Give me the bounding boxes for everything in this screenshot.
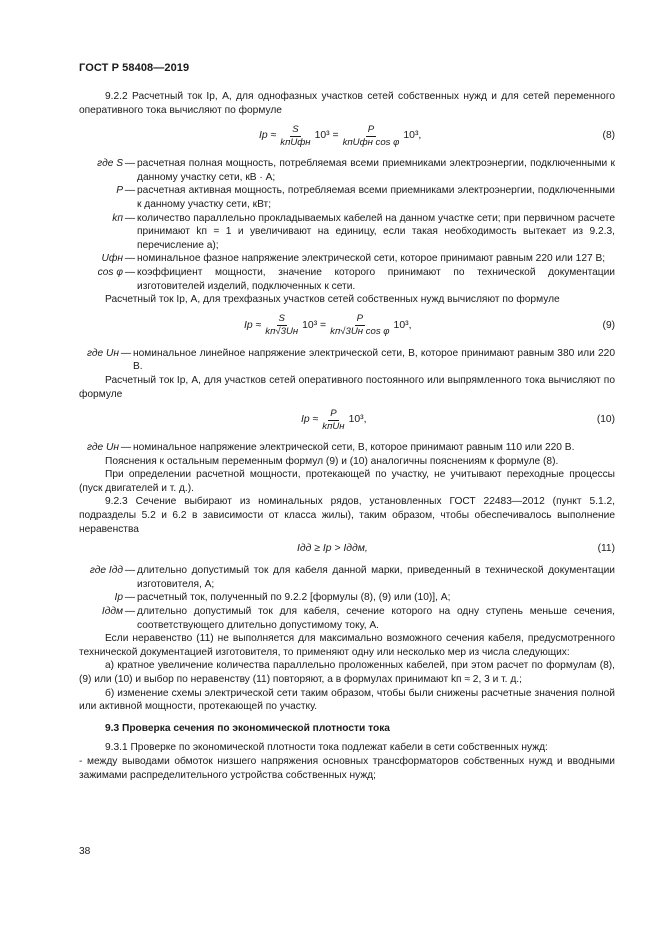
definition-term: P — [116, 185, 123, 197]
definition-item: Iр — расчетный ток, полученный по 9.2.2 [формулы (8), (9) или (10)], А; — [79, 591, 615, 605]
definition-term: где Uн — [87, 347, 119, 359]
formula-number: (8) — [602, 130, 615, 142]
definition-term: Iр — [114, 592, 123, 604]
paragraph: 9.2.2 Расчетный ток Iр, А, для однофазных участков сетей собственных нужд и для сетей переменного оперативного тока вычисляют по формуле — [79, 91, 615, 116]
denominator: kпUн — [322, 420, 345, 432]
definition-text: расчетная полная мощность, потребляемая всеми приемниками электроэнергии, подключенными к данному участку сети, кВ · А; — [137, 158, 615, 183]
formula-part: 10³, — [393, 319, 412, 331]
definition-text: длительно допустимый ток для кабеля данной марки, приведенный в технической документации изготовителя, А; — [137, 565, 615, 590]
formula-9 — [79, 309, 615, 343]
definition-9: где Uн — номинальное линейное напряжение электрической сети, В, которое принимают равным 380 или 220 В. — [79, 347, 615, 374]
definition-item: Iддм — длительно допустимый ток для кабеля, сечение которого на одну ступень меньше сечения, соответствующего длительно допустимому току, А. — [79, 605, 615, 632]
definition-term: где Iдд — [89, 565, 123, 577]
definition-item: где Iдд — длительно допустимый ток для кабеля данной марки, приведенный в технической документации изготовителя, А; — [79, 564, 615, 591]
numerator: P — [367, 123, 375, 135]
definition-term: Uфн — [101, 253, 123, 265]
formula-number: (11) — [597, 543, 615, 555]
numerator: S — [292, 123, 299, 135]
definition-item: P — расчетная активная мощность, потребляемая всеми приемниками электроэнергии, подключенными к данному участку сети, кВт; — [79, 184, 615, 211]
paragraph: 9.3.1 Проверке по экономической плотности тока подлежат кабели в сети собственных нужд: — [105, 742, 548, 754]
paragraph: а) кратное увеличение количества параллельно проложенных кабелей, при этом расчет по формулам (8), (9) или (10) и выбор по неравенству (11) повторяют, а в формулах принимают kп ≈ 2, 3 и т. д.; — [79, 660, 615, 685]
formula-11 — [79, 538, 615, 560]
definition-text: количество параллельно прокладываемых кабелей на данном участке сети; при первичном расчете принимают kп = 1 и увеличивают на единицу, если такая необходимость вытекает из 9.2.3, перечисление а); — [137, 212, 615, 251]
formula-part: 10³ = — [314, 130, 339, 142]
definition-term: Iддм — [101, 606, 123, 618]
formula-part: 10³, — [403, 130, 422, 142]
paragraph: Расчетный ток Iр, А, для трехфазных участков сетей собственных нужд вычисляют по формуле — [105, 294, 560, 306]
definition-term: где Uн — [87, 442, 119, 454]
numerator: P — [356, 313, 364, 325]
paragraph: Если неравенство (11) не выполняется для максимально возможного сечения кабеля, предусмотренного технической документацией изготовителя, то применяют одну или несколько мер из числа следующих: — [79, 633, 615, 658]
definition-10: где Uн — номинальное напряжение электрической сети, В, которое принимают равным 110 или 220 В. — [79, 441, 615, 455]
paragraph: - между выводами обмоток низшего напряжения основных трансформаторов собственных нужд и вводными зажимами распределительного устройства собственных нужд; — [79, 755, 615, 781]
definition-text: номинальное напряжение электрической сети, В, которое принимают равным 110 или 220 В. — [133, 442, 575, 454]
definition-text: длительно допустимый ток для кабеля, сечение которого на одну ступень меньше сечения, соответствующего длительно допустимому току, А. — [137, 606, 615, 631]
formula-10 — [79, 403, 615, 437]
definition-text: расчетный ток, полученный по 9.2.2 [формулы (8), (9) или (10)], А; — [137, 592, 451, 604]
denominator: kп√3Uн — [265, 326, 299, 338]
definition-item: где S — расчетная полная мощность, потребляемая всеми приемниками электроэнергии, подключенными к данному участку сети, кВ · А; — [79, 157, 615, 184]
paragraph: 9.2.3 Сечение выбирают из номинальных рядов, установленных ГОСТ 22483—2012 (пункт 5.1.2, подразделы 5.2 и 6.2 в зависимости от класса жилы), таким образом, чтобы обеспечивалось выполнение неравенства — [79, 496, 615, 535]
formula-expression: Iдд ≥ Iр > Iддм, — [297, 543, 368, 555]
definition-text: номинальное фазное напряжение электрической сети, которое принимают равным 220 или 127 В; — [137, 253, 606, 265]
definition-item: kп — количество параллельно прокладываемых кабелей на данном участке сети; при первичном расчете принимают kп = 1 и увеличивают на единицу, если такая необходимость вытекает из 9.2.3, перечисление а); — [79, 212, 615, 253]
formula-8 — [79, 119, 615, 153]
paragraph: Пояснения к остальным переменным формул (9) и (10) аналогичны пояснениям к формуле (8). — [105, 455, 559, 467]
paragraph: б) изменение схемы электрической сети таким образом, чтобы были снижены расчетные значения полной или активной мощности, протекающей по участку. — [79, 687, 615, 713]
formula-part: 10³, — [348, 414, 367, 426]
paragraph: При определении расчетной мощности, протекающей по участку, не учитывают переходные процессы (пуск двигателей и т. д.). — [79, 469, 615, 494]
document-header: ГОСТ Р 58408—2019 — [79, 62, 190, 74]
page-number: 38 — [79, 846, 91, 857]
definition-text: коэффициент мощности, значение которого принимают по технической документации изготовителей изделий, подключенных к сети. — [137, 266, 615, 292]
definition-item: Uфн — номинальное фазное напряжение электрической сети, которое принимают равным 220 или 127 В; — [79, 252, 615, 266]
denominator: kп√3Uн cos φ — [330, 326, 390, 338]
document-body — [79, 90, 615, 782]
denominator: kпUфн — [280, 136, 311, 148]
formula-number: (10) — [596, 414, 615, 426]
definition-term: где S — [97, 158, 123, 170]
formula-part: 10³ = — [302, 319, 327, 331]
formula-lhs: Iр ≈ — [259, 130, 277, 142]
numerator: S — [278, 313, 285, 325]
denominator: kпUфн cos φ — [342, 136, 400, 148]
definition-term: cos φ — [97, 266, 123, 278]
definition-item: cos φ — коэффициент мощности, значение которого принимают по технической документации изготовителей изделий, подключенных к сети. — [79, 266, 615, 293]
formula-lhs: Iр ≈ — [244, 319, 262, 331]
definitions-8 — [79, 157, 615, 293]
section-heading: 9.3 Проверка сечения по экономической плотности тока — [105, 722, 390, 734]
formula-number: (9) — [602, 319, 615, 331]
numerator: P — [330, 407, 337, 419]
paragraph: Расчетный ток Iр, А, для участков сетей оперативного постоянного или выпрямленного тока вычисляют по формуле — [79, 374, 615, 400]
definition-text: расчетная активная мощность, потребляемая всеми приемниками электроэнергии, подключенными к данному участку сети, кВт; — [137, 185, 615, 210]
definitions-11 — [79, 564, 615, 632]
definition-text: номинальное линейное напряжение электрической сети, В, которое принимают равным 380 или 220 В. — [133, 347, 615, 373]
formula-lhs: Iр ≈ — [301, 414, 319, 426]
definition-term: kп — [112, 212, 123, 224]
